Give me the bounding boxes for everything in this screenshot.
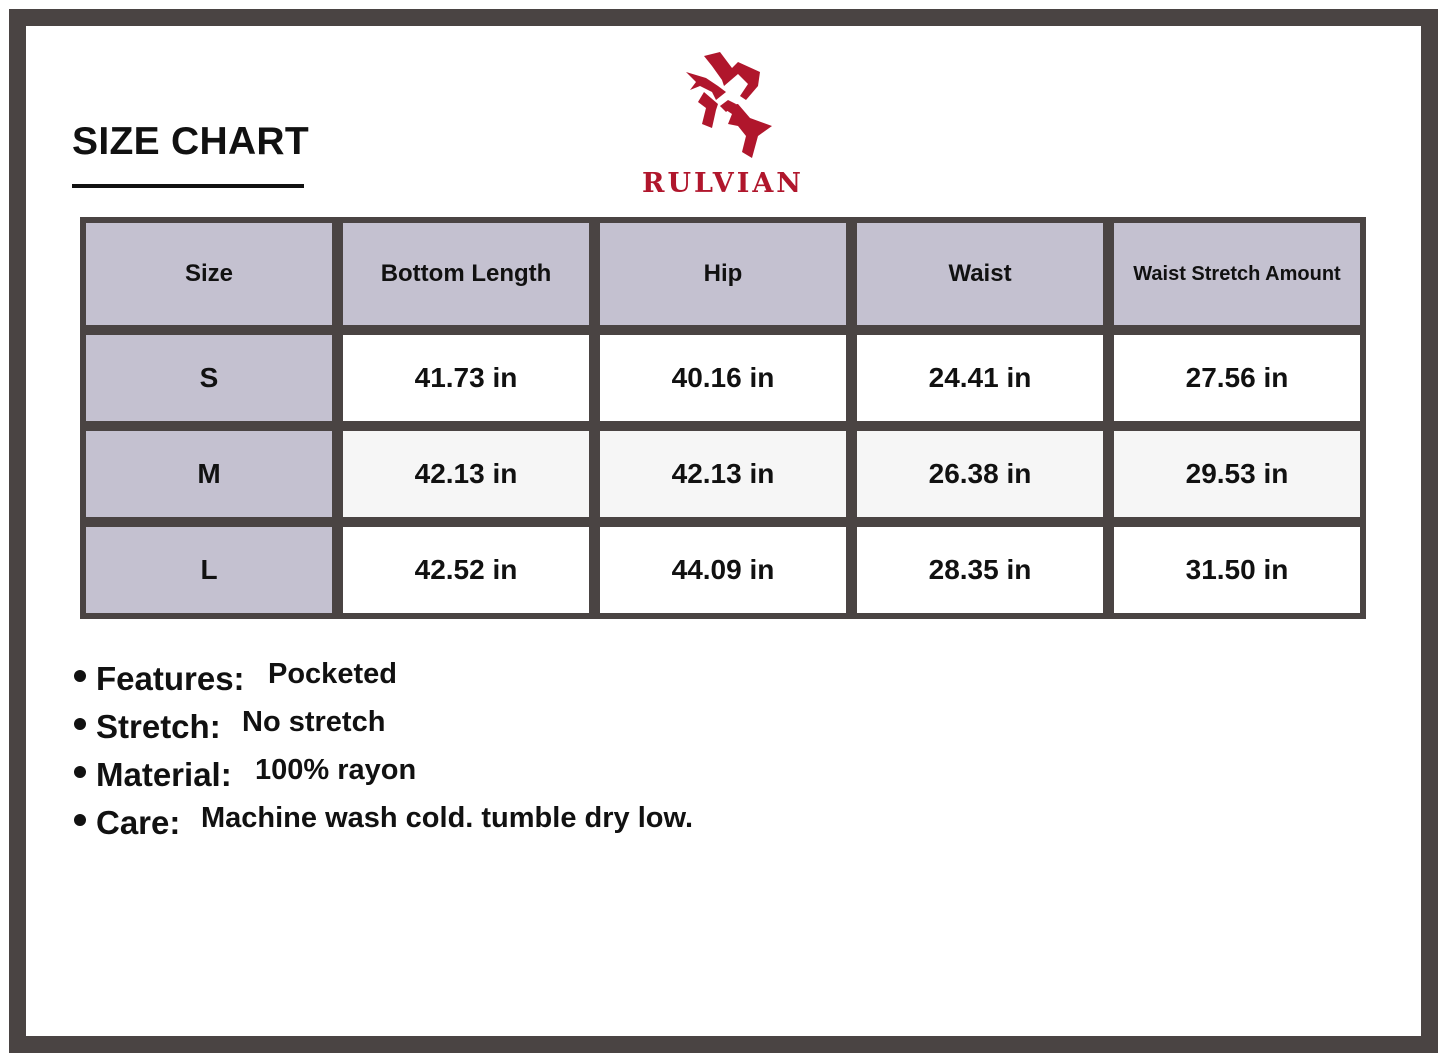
header-waist-stretch: Waist Stretch Amount — [1114, 223, 1360, 325]
bullet-icon — [74, 766, 86, 778]
feature-label: Stretch: — [96, 708, 221, 745]
header-hip: Hip — [600, 223, 846, 325]
feature-label: Features: — [96, 660, 245, 697]
feature-label: Material: — [96, 756, 232, 793]
page-title: SIZE CHART — [72, 120, 309, 163]
feature-label: Care: — [96, 804, 181, 841]
brand-logo — [626, 52, 820, 200]
size-label-m: M — [86, 431, 332, 517]
table-cell: 42.13 in — [343, 431, 589, 517]
title-underline — [72, 184, 304, 188]
table-cell: 40.16 in — [600, 335, 846, 421]
table-cell: 24.41 in — [857, 335, 1103, 421]
table-cell: 44.09 in — [600, 527, 846, 613]
feature-value: Pocketed — [268, 658, 397, 690]
table-cell: 26.38 in — [857, 431, 1103, 517]
bullet-icon — [74, 814, 86, 826]
table-cell: 28.35 in — [857, 527, 1103, 613]
header-bottom-length: Bottom Length — [343, 223, 589, 325]
table-cell: 31.50 in — [1114, 527, 1360, 613]
header-waist: Waist — [857, 223, 1103, 325]
bullet-icon — [74, 718, 86, 730]
feature-value: No stretch — [242, 706, 386, 738]
size-label-l: L — [86, 527, 332, 613]
feature-value: 100% rayon — [255, 754, 417, 786]
table-cell: 42.52 in — [343, 527, 589, 613]
stylized-R-logo-icon — [676, 52, 772, 162]
feature-value: Machine wash cold. tumble dry low. — [201, 802, 694, 834]
size-chart-table — [80, 217, 1366, 619]
header-size: Size — [86, 223, 332, 325]
table-cell: 27.56 in — [1114, 335, 1360, 421]
bullet-icon — [74, 670, 86, 682]
brand-name: RULVIAN — [642, 168, 804, 199]
table-cell: 41.73 in — [343, 335, 589, 421]
table-cell: 29.53 in — [1114, 431, 1360, 517]
size-label-s: S — [86, 335, 332, 421]
table-cell: 42.13 in — [600, 431, 846, 517]
